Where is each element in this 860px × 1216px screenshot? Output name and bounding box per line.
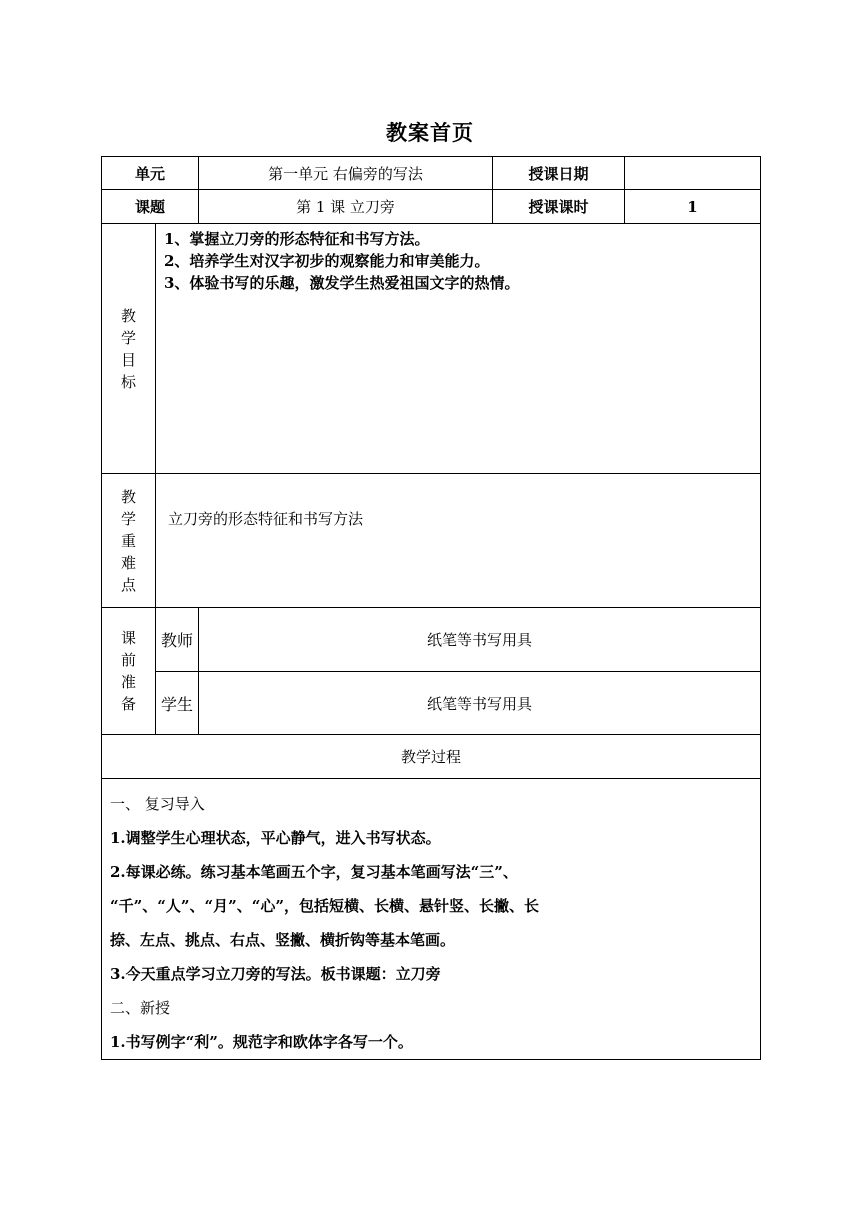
process-line: 二、新授 <box>110 999 171 1017</box>
goals-row <box>102 224 761 474</box>
key-points-text: 立刀旁的形态特征和书写方法 <box>156 474 761 608</box>
goal-item: 1、掌握立刀旁的形态特征和书写方法。 <box>164 230 430 248</box>
page-title: 教案首页 <box>386 120 474 145</box>
process-line: 1.调整学生心理状态，平心静气，进入书写状态。 <box>110 829 441 847</box>
process-line: 3.今天重点学习立刀旁的写法。板书课题：立刀旁 <box>110 965 441 983</box>
date-value <box>625 157 761 190</box>
topic-row <box>102 190 761 224</box>
process-line: “千”、“人”、“月”、“心”，包括短横、长横、悬针竖、长撇、长 <box>110 897 540 915</box>
prep-student-row <box>102 672 761 735</box>
process-title: 教学过程 <box>102 735 761 779</box>
goal-item: 2、培养学生对汉字初步的观察能力和审美能力。 <box>164 252 490 270</box>
topic-value: 第 1 课 立刀旁 <box>199 190 493 224</box>
process-line: 一、 复习导入 <box>110 795 205 813</box>
key-points-label: 教 学 重 难 点 <box>102 474 156 608</box>
student-label: 学生 <box>156 672 199 735</box>
lesson-plan-table <box>101 156 761 1060</box>
unit-row <box>102 157 761 190</box>
preparation-label: 课 前 准 备 <box>102 608 156 735</box>
teacher-value: 纸笔等书写用具 <box>199 608 761 672</box>
teacher-label: 教师 <box>156 608 199 672</box>
student-value: 纸笔等书写用具 <box>199 672 761 735</box>
key-points-row <box>102 474 761 608</box>
goals-content <box>156 224 761 474</box>
topic-label: 课题 <box>102 190 199 224</box>
process-line: 1.书写例字“利”。规范字和欧体字各写一个。 <box>110 1033 413 1051</box>
process-row <box>102 779 761 1060</box>
unit-label: 单元 <box>102 157 199 190</box>
hours-label: 授课课时 <box>493 190 625 224</box>
process-line: 2.每课必练。练习基本笔画五个字，复习基本笔画写法“三”、 <box>110 863 518 881</box>
unit-value: 第一单元 右偏旁的写法 <box>199 157 493 190</box>
process-title-row <box>102 735 761 779</box>
goal-item: 3、体验书写的乐趣，激发学生热爱祖国文字的热情。 <box>164 274 520 292</box>
date-label: 授课日期 <box>493 157 625 190</box>
prep-teacher-row <box>102 608 761 672</box>
hours-value: 1 <box>625 190 761 224</box>
process-content <box>102 779 761 1060</box>
goals-label: 教 学 目 标 <box>102 224 156 474</box>
process-line: 捺、左点、挑点、右点、竖撇、横折钩等基本笔画。 <box>110 931 456 949</box>
